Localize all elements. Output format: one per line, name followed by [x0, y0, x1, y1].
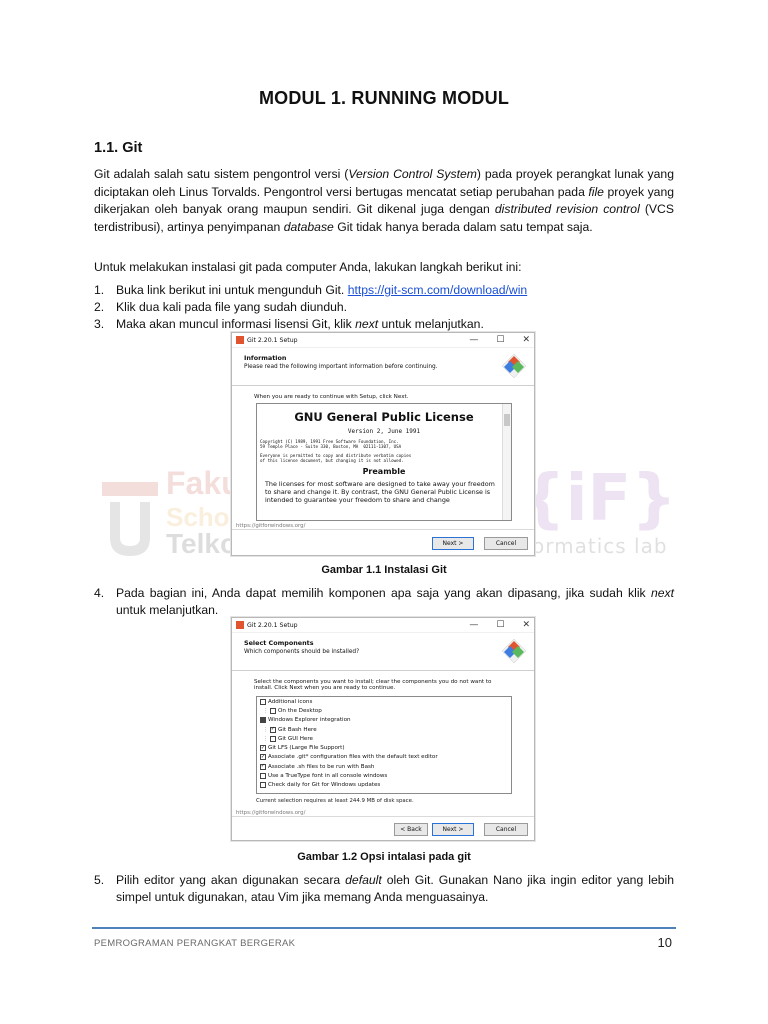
step-text: untuk melanjutkan. [116, 603, 219, 618]
component-label: Git LFS (Large File Support) [268, 745, 345, 752]
intro-paragraph [94, 166, 674, 236]
footer-course: PEMROGRAMAN PERANGKAT BERGERAK [94, 938, 296, 949]
watermark-text-3: Telko [166, 528, 238, 559]
checkbox-icon[interactable]: ✓ [260, 753, 266, 760]
step-item [94, 872, 674, 906]
maximize-button[interactable]: ☐ [496, 620, 505, 630]
intro-text: ) pada proyek perangkat lunak yang diciptakan oleh Linus Torvalds. Pengontrol versi bertugas mencatat setiap perubahan pada [94, 167, 674, 199]
intro-text: Git tidak hanya berada dalam satu tempat saja. [333, 219, 593, 234]
component-label: Associate .sh files to be run with Bash [268, 763, 375, 770]
window-title: Git 2.20.1 Setup [247, 336, 298, 344]
step-text: Buka link berikut ini untuk mengunduh Git. [116, 283, 348, 297]
step-number: 3. [94, 317, 105, 332]
component-option[interactable] [257, 706, 511, 715]
footer-rule [92, 927, 676, 929]
figure-caption-2: Gambar 1.2 Opsi intalasi pada git [297, 851, 471, 863]
watermark-text-2: Scho [166, 502, 230, 532]
back-button[interactable]: < Back [394, 823, 428, 836]
component-option[interactable] [257, 762, 511, 771]
instruction-text: Select the components you want to install; clear the components you do not want to install. Click Next when you are ready to continue. [254, 679, 492, 691]
disk-requirement: Current selection requires at least 244.9 MB of disk space. [256, 798, 414, 804]
minimize-button[interactable]: — [469, 620, 479, 630]
checkbox-icon[interactable] [260, 773, 266, 779]
close-button[interactable]: ✕ [522, 620, 530, 630]
step-item [94, 282, 674, 299]
step-text: Klik dua kali pada file yang sudah diunduh. [116, 300, 348, 315]
step-text: Pada bagian ini, Anda dapat memilih komponen apa saja yang akan dipasang, jika sudah klik [116, 586, 651, 600]
step-text: untuk melanjutkan. [378, 317, 484, 332]
steps-list-b [94, 585, 674, 619]
section-heading: 1.1. Git [94, 140, 143, 156]
license-version: Version 2, June 1991 [347, 428, 421, 435]
component-label: Additional icons [268, 698, 313, 705]
maximize-button[interactable]: ☐ [496, 335, 505, 345]
setup-window-components [231, 617, 535, 841]
git-app-icon [236, 336, 244, 344]
footer-url: https://gitforwindows.org/ [236, 810, 306, 816]
checkbox-icon[interactable] [260, 717, 266, 723]
git-logo-icon [500, 352, 528, 380]
step-number: 4. [94, 586, 105, 600]
license-preamble: Preamble [362, 467, 406, 476]
license-copyright: Copyright (C) 1989, 1991 Free Software Foundation, Inc. 59 Temple Place - Suite 330, Boston, MA 02111-1307, USA [260, 439, 402, 449]
window-title: Git 2.20.1 Setup [247, 621, 298, 629]
component-label: Git Bash Here [278, 726, 317, 733]
license-body: The licenses for most software are designed to take away your freedom to share and change it. By contrast, the GNU General Public License is intended to guarantee your freedom to share and change [265, 480, 495, 504]
header-title: Select Components [244, 639, 314, 647]
intro-italic: distributed revision control [494, 202, 640, 217]
component-option[interactable] [257, 734, 511, 743]
minimize-button[interactable]: — [469, 335, 479, 345]
checkbox-icon[interactable] [270, 708, 276, 714]
step-number: 1. [94, 283, 105, 297]
window-body [232, 386, 534, 400]
component-option[interactable] [257, 771, 511, 780]
step-item [94, 299, 674, 316]
watermark-lab-text: ormatics lab [532, 534, 668, 558]
watermark-lab-symbol: {iF} [520, 462, 677, 536]
components-list [256, 696, 512, 794]
tree-connector: ⋮ [263, 735, 268, 742]
intro-text: (VCS terdistribusi), artinya penyimpanan [94, 202, 674, 234]
component-option[interactable] [257, 725, 511, 734]
steps-list-c [94, 872, 674, 906]
steps-list-a [94, 282, 674, 334]
footer-url: https://gitforwindows.org/ [236, 523, 306, 529]
license-textbox[interactable] [256, 403, 512, 521]
tree-connector: ⋮ [263, 707, 268, 714]
window-titlebar [232, 333, 534, 348]
checkbox-icon[interactable]: ✓ [270, 726, 276, 733]
step-number: 2. [94, 300, 105, 315]
window-divider [232, 529, 534, 530]
intro-italic: database [283, 219, 334, 234]
checkbox-icon[interactable]: ✓ [260, 744, 266, 751]
step-number: 5. [94, 873, 105, 887]
page-number: 10 [657, 935, 672, 950]
step-text: Pilih editor yang akan digunakan secara [116, 873, 346, 887]
header-subtitle: Which components should be installed? [244, 649, 360, 655]
step-italic: next [650, 586, 674, 600]
download-link[interactable]: https://git-scm.com/download/win [347, 283, 528, 297]
step-italic: default [345, 873, 382, 887]
step-italic: next [355, 317, 379, 332]
component-label: Use a TrueType font in all console windows [268, 773, 388, 780]
cancel-button[interactable]: Cancel [484, 537, 528, 550]
component-option[interactable] [257, 753, 511, 762]
header-title: Information [244, 354, 287, 362]
page-title: MODUL 1. RUNNING MODUL [258, 88, 510, 108]
university-logo-icon [100, 468, 160, 558]
window-header [232, 348, 534, 386]
setup-window-license [231, 332, 535, 556]
tree-connector: ⋮ [263, 726, 268, 733]
window-divider [232, 816, 534, 817]
header-subtitle: Please read the following important information before continuing. [244, 364, 438, 370]
cancel-button[interactable]: Cancel [484, 823, 528, 836]
component-label: Associate .git* configuration files with the default text editor [268, 754, 438, 761]
license-everyone: Everyone is permitted to copy and distribute verbatim copies of this license document, but changing it is not allowed. [260, 453, 412, 463]
component-label: Windows Explorer integration [268, 717, 351, 724]
window-body [232, 671, 534, 691]
watermark-text-1: Faku [166, 465, 241, 501]
next-button[interactable]: Next > [432, 537, 474, 550]
checkbox-icon[interactable] [260, 699, 266, 705]
step-text: oleh Git. Gunakan Nano jika ingin editor yang lebih simpel untuk digunakan, atau Vim jika memang Anda menguasainya. [116, 873, 674, 905]
intro-text: Git adalah salah satu sistem pengontrol versi ( [94, 167, 349, 181]
git-logo-icon [500, 637, 528, 665]
window-titlebar [232, 618, 534, 633]
component-option[interactable] [257, 697, 511, 706]
scroll-thumb[interactable] [504, 414, 510, 426]
license-title: GNU General Public License [294, 410, 474, 424]
component-option[interactable] [257, 743, 511, 752]
close-button[interactable]: ✕ [522, 335, 530, 345]
checkbox-icon[interactable] [270, 736, 276, 742]
window-header [232, 633, 534, 671]
license-scrollbar[interactable] [502, 404, 511, 520]
step-item [94, 585, 674, 619]
component-label: Git GUI Here [278, 735, 313, 742]
checkbox-icon[interactable] [260, 782, 266, 788]
figure-caption-1: Gambar 1.1 Instalasi Git [321, 564, 447, 576]
step-text: Maka akan muncul informasi lisensi Git, klik [116, 317, 356, 332]
component-option[interactable] [257, 781, 511, 790]
intro-italic: Version Control System [348, 167, 477, 181]
intro-text: proyek yang dikerjakan oleh banyak orang maupun sendiri. Git dikenal juga dengan [94, 184, 674, 217]
checkbox-icon[interactable]: ✓ [260, 763, 266, 770]
component-option[interactable] [257, 716, 511, 725]
intro-italic: file [588, 184, 604, 199]
install-lead: Untuk melakukan instalasi git pada computer Anda, lakukan langkah berikut ini: [94, 260, 522, 274]
git-app-icon [236, 621, 244, 629]
instruction-text: When you are ready to continue with Setup, click Next. [254, 394, 409, 400]
component-label: Check daily for Git for Windows updates [268, 782, 381, 789]
component-label: On the Desktop [278, 707, 322, 714]
next-button[interactable]: Next > [432, 823, 474, 836]
